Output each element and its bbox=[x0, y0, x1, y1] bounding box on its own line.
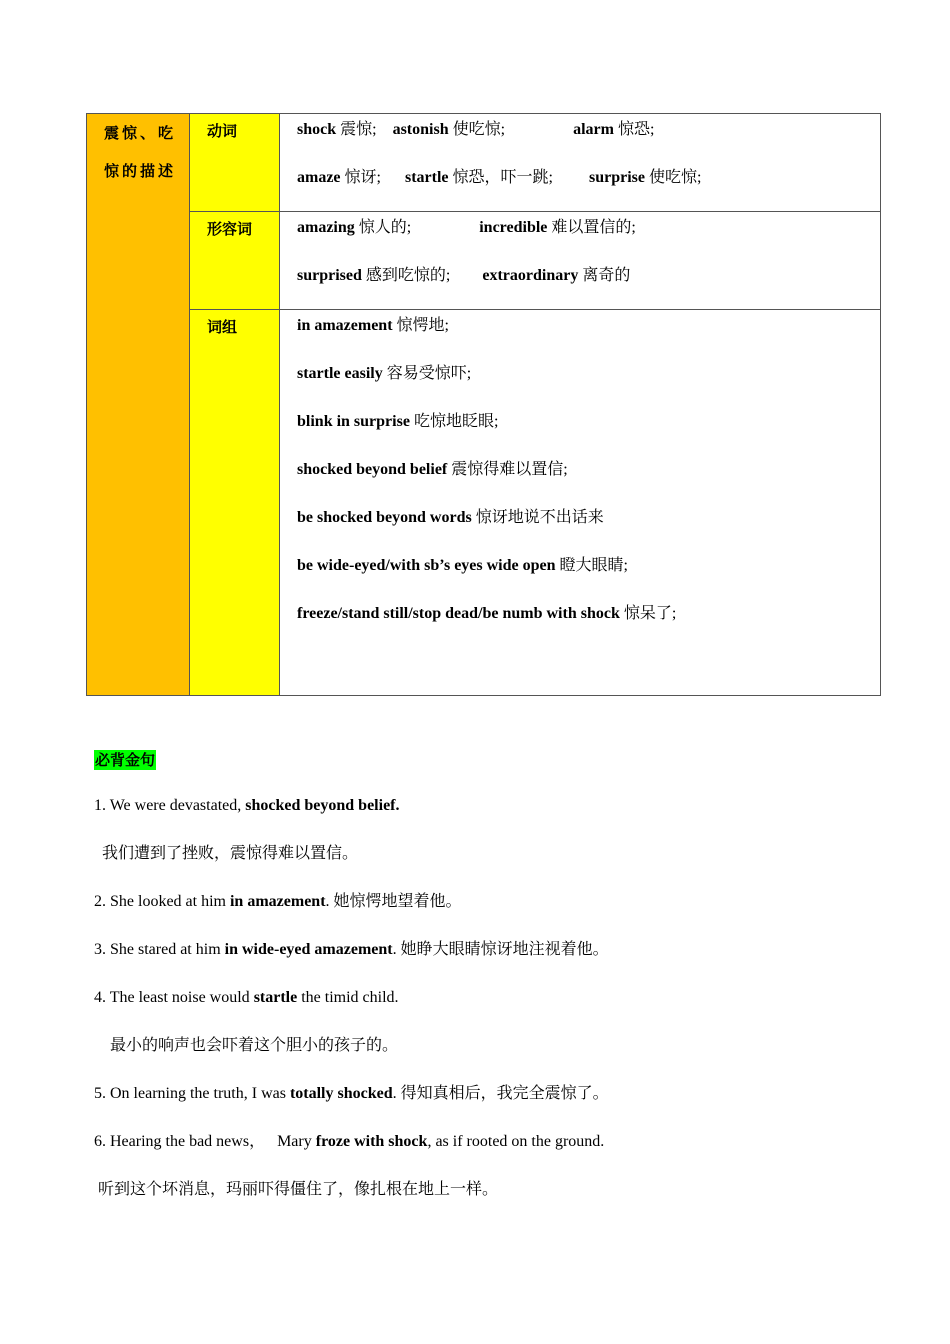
text-segment: , as if rooted on the ground. bbox=[427, 1133, 605, 1150]
entry-line bbox=[297, 556, 628, 576]
entry-line bbox=[297, 364, 471, 384]
sentence-line bbox=[94, 796, 400, 816]
bold-term: astonish bbox=[392, 121, 449, 138]
text-segment: 4. The least noise would bbox=[94, 989, 254, 1006]
category-cell bbox=[87, 114, 190, 695]
bold-term: freeze/stand still/stop dead/be numb with shock bbox=[297, 605, 620, 622]
row-divider bbox=[190, 309, 880, 310]
text-segment: . 她睁大眼睛惊讶地注视着他。 bbox=[392, 941, 609, 958]
sentence-line bbox=[94, 940, 609, 960]
text-segment: 1. We were devastated, bbox=[94, 797, 246, 814]
category-label: 震惊、吃惊的描述 bbox=[104, 124, 177, 180]
text-segment: . 得知真相后，我完全震惊了。 bbox=[392, 1085, 609, 1102]
entry-line bbox=[297, 266, 630, 286]
bold-term: surprise bbox=[588, 169, 645, 186]
entry-line bbox=[297, 120, 654, 140]
sentence-line bbox=[94, 988, 399, 1008]
bold-term: froze with shock bbox=[315, 1133, 428, 1150]
text-segment: the timid child. bbox=[297, 989, 399, 1006]
text-segment: 惊恐，吓一跳; bbox=[448, 169, 589, 186]
bold-term: shocked beyond belief. bbox=[245, 797, 400, 814]
text-segment: 惊人的; bbox=[354, 219, 480, 236]
bold-term: in amazement bbox=[297, 317, 393, 334]
bold-term: in wide-eyed amazement bbox=[224, 941, 393, 958]
highlighted-heading: 必背金句 bbox=[95, 751, 156, 769]
sentence-line bbox=[94, 1132, 604, 1152]
pos-column bbox=[190, 114, 280, 695]
bold-term: extraordinary bbox=[482, 267, 579, 284]
sentences-heading bbox=[94, 749, 156, 770]
text-segment: 瞪大眼睛; bbox=[555, 557, 628, 574]
text-segment: 惊愕地; bbox=[392, 317, 449, 334]
bold-term: in amazement bbox=[229, 893, 326, 910]
text-segment: 使吃惊; bbox=[644, 169, 702, 186]
bold-term: amazing bbox=[297, 219, 355, 236]
text-segment: 难以置信的; bbox=[547, 219, 636, 236]
text-segment: 吃惊地眨眼; bbox=[409, 413, 499, 430]
bold-term: be wide-eyed/with sb’s eyes wide open bbox=[297, 557, 556, 574]
text-segment: 惊呆了; bbox=[619, 605, 677, 622]
text-segment: 6. Hearing the bad news， Mary bbox=[94, 1133, 316, 1150]
sentence-line bbox=[94, 1180, 498, 1200]
bold-term: surprised bbox=[297, 267, 362, 284]
text-segment: 使吃惊; bbox=[448, 121, 574, 138]
vocabulary-table bbox=[86, 113, 881, 696]
text-segment: 震惊得难以置信; bbox=[447, 461, 568, 478]
bold-term: alarm bbox=[573, 121, 614, 138]
text-segment: . 她惊愕地望着他。 bbox=[325, 893, 462, 910]
bold-term: totally shocked bbox=[289, 1085, 393, 1102]
bold-term: incredible bbox=[479, 219, 548, 236]
text-segment: 离奇的 bbox=[578, 267, 631, 284]
bold-term: shocked beyond belief bbox=[297, 461, 448, 478]
text-segment: 容易受惊吓; bbox=[382, 365, 472, 382]
pos-verb: 动词 bbox=[207, 122, 238, 140]
entry-line bbox=[297, 508, 604, 528]
entry-line bbox=[297, 316, 449, 336]
bold-term: amaze bbox=[297, 169, 341, 186]
text-segment: 惊讶; bbox=[340, 169, 405, 186]
text-segment: 听到这个坏消息，玛丽吓得僵住了，像扎根在地上一样。 bbox=[94, 1181, 499, 1198]
text-segment: 感到吃惊的; bbox=[361, 267, 483, 284]
entry-line bbox=[297, 460, 568, 480]
bold-term: startle easily bbox=[297, 365, 383, 382]
entry-line bbox=[297, 168, 701, 188]
entry-line bbox=[297, 412, 498, 432]
text-segment: 我们遭到了挫败，震惊得难以置信。 bbox=[94, 845, 359, 862]
sentence-line bbox=[94, 1084, 609, 1104]
pos-phrase: 词组 bbox=[207, 318, 238, 336]
bold-term: startle bbox=[404, 169, 449, 186]
bold-term: be shocked beyond words bbox=[297, 509, 472, 526]
text-segment: 3. She stared at him bbox=[94, 941, 225, 958]
sentence-line bbox=[94, 1036, 398, 1056]
text-segment: 惊恐; bbox=[613, 121, 655, 138]
text-segment: 5. On learning the truth, I was bbox=[94, 1085, 290, 1102]
text-segment: 最小的响声也会吓着这个胆小的孩子的。 bbox=[94, 1037, 399, 1054]
bold-term: startle bbox=[253, 989, 298, 1006]
bold-term: blink in surprise bbox=[297, 413, 410, 430]
text-segment: 震惊; bbox=[336, 121, 393, 138]
sentence-line bbox=[94, 844, 358, 864]
text-segment: 惊讶地说不出话来 bbox=[471, 509, 604, 526]
entry-line bbox=[297, 218, 636, 238]
sentence-line bbox=[94, 892, 462, 912]
text-segment: 2. She looked at him bbox=[94, 893, 230, 910]
bold-term: shock bbox=[297, 121, 337, 138]
pos-adjective: 形容词 bbox=[207, 220, 253, 238]
row-divider bbox=[190, 211, 880, 212]
entry-line bbox=[297, 604, 676, 624]
